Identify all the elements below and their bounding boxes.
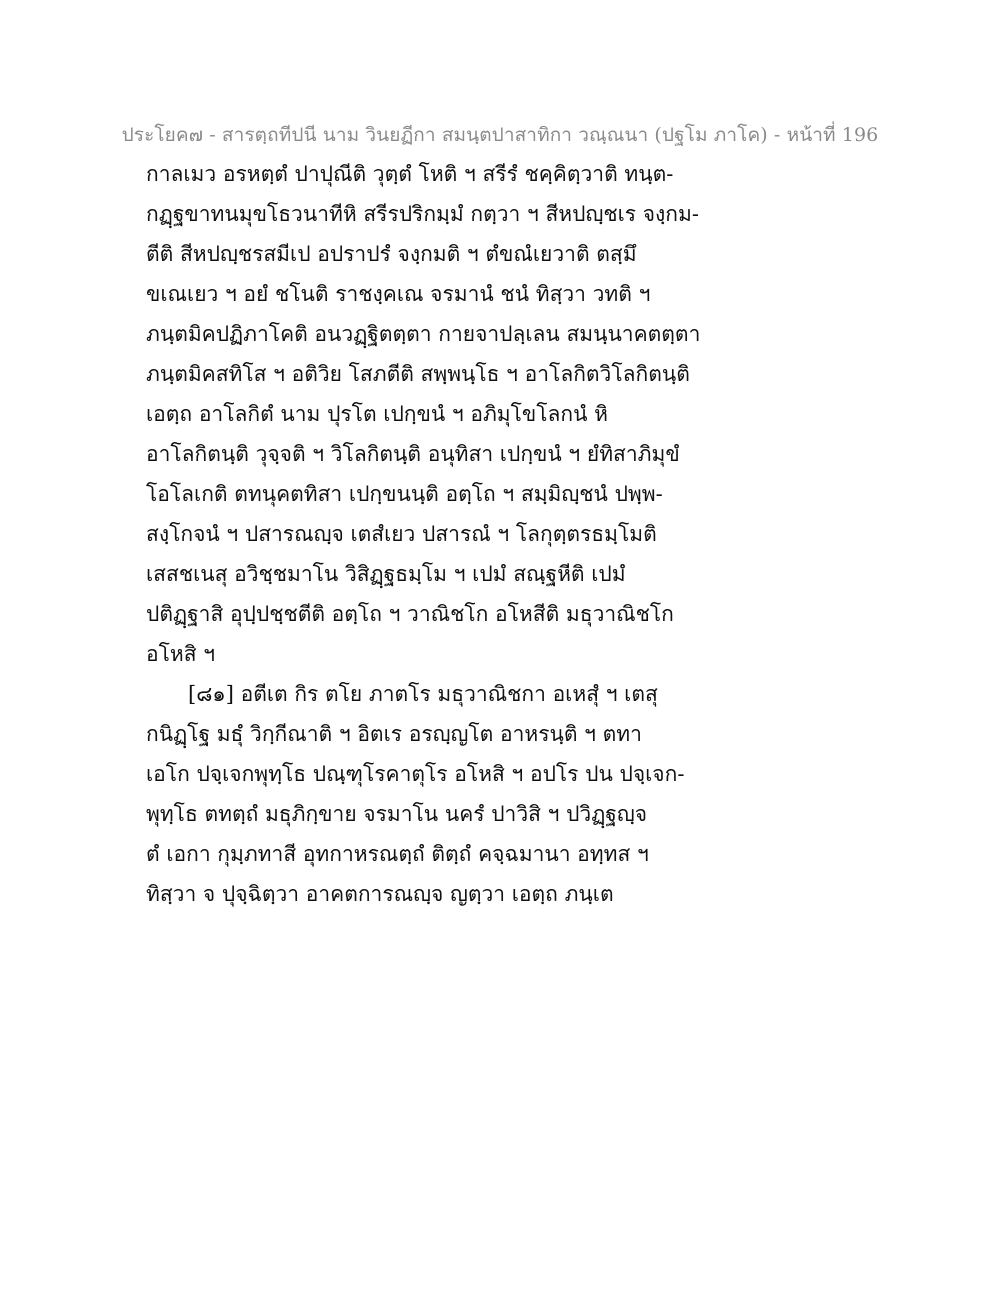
running-header: ประโยค๗ - สารตฺถทีปนี นาม วินยฏีกา สมนฺตปาสาทิกา วณฺณนา (ปฐโม ภาโค) - หน้าที่ 196 [121, 124, 879, 146]
text-line: ภนฺตมิคปฏิภาโคติ อนวฏฺฐิตตฺตา กายจาปลฺเลน สมนฺนาคตตฺตา [146, 322, 701, 346]
text-line: ทิสฺวา จ ปุจฺฉิตฺวา อาคตการณญฺจ ญตฺวา เอตฺถ ภนฺเต [146, 882, 614, 906]
text-line: ภนฺตมิคสทิโส ฯ อติวิย โสภตีติ สพฺพนฺโธ ฯ อาโลกิตวิโลกิตนฺติ [146, 362, 690, 386]
text-line: ตีติ สีหปญฺชรสมีเป อปราปรํ จงฺกมติ ฯ ตํขณํเยวาติ ตสฺมึ [146, 242, 637, 266]
body-text [146, 154, 866, 914]
text-line: พุทฺโธ ตทตฺถํ มธุภิกฺขาย จรมาโน นครํ ปาวิสิ ฯ ปวิฏฺฐญฺจ [146, 802, 648, 826]
text-line: สงฺโกจนํ ฯ ปสารณญฺจ เตสํเยว ปสารณํ ฯ โลกุตฺตรธมฺโมติ [146, 522, 657, 546]
text-line: เอโก ปจฺเจกพุทฺโธ ปณฺฑุโรคาตุโร อโหสิ ฯ อปโร ปน ปจฺเจก- [146, 762, 685, 786]
text-line: กนิฏฺโฐ มธุํ วิกฺกีณาติ ฯ อิตเร อรญฺญโต อาหรนฺติ ฯ ตทา [146, 722, 642, 746]
text-line: เสสชเนสุ อวิชฺชมาโน วิสิฏฺฐธมฺโม ฯ เปมํ สณฺฐหีติ เปมํ [146, 562, 626, 586]
text-line: อโหสิ ฯ [146, 642, 216, 666]
text-line: เอตฺถ อาโลกิตํ นาม ปุรโต เปกฺขนํ ฯ อภิมุโขโลกนํ หิ [146, 402, 609, 426]
text-line: ขเณเยว ฯ อยํ ชโนติ ราชงฺคเณ จรมานํ ชนํ ทิสฺวา วทติ ฯ [146, 282, 651, 306]
text-line: โอโลเกติ ตทนุคตทิสา เปกฺขนนฺติ อตฺโถ ฯ สมฺมิญฺชนํ ปพฺพ- [146, 482, 663, 506]
text-line: ตํ เอกา กุมฺภทาสี อุทกาหรณตฺถํ ติตฺถํ คจฺฉมานา อทฺทส ฯ [146, 842, 649, 866]
text-line: อาโลกิตนฺติ วุจฺจติ ฯ วิโลกิตนฺติ อนุทิสา เปกฺขนํ ฯ ยํทิสาภิมุขํ [146, 442, 680, 466]
text-line: ปติฏฺฐาสิ อุปฺปชฺชตีติ อตฺโถ ฯ วาณิชโก อโหสีติ มธุวาณิชโก [146, 602, 674, 626]
text-line: กาลเมว อรหตฺตํ ปาปุณีติ วุตฺตํ โหติ ฯ สรีรํ ชคฺคิตฺวาติ ทนฺต- [146, 162, 674, 186]
paragraph-start-line: [๘๑] อตีเต กิร ตโย ภาตโร มธุวาณิชกา อเหสุํ ฯ เตสุ [188, 682, 658, 706]
text-line: กฏฺฐขาทนมุขโธวนาทีหิ สรีรปริกมฺมํ กตฺวา ฯ สีหปญฺชเร จงฺกม- [146, 202, 699, 226]
